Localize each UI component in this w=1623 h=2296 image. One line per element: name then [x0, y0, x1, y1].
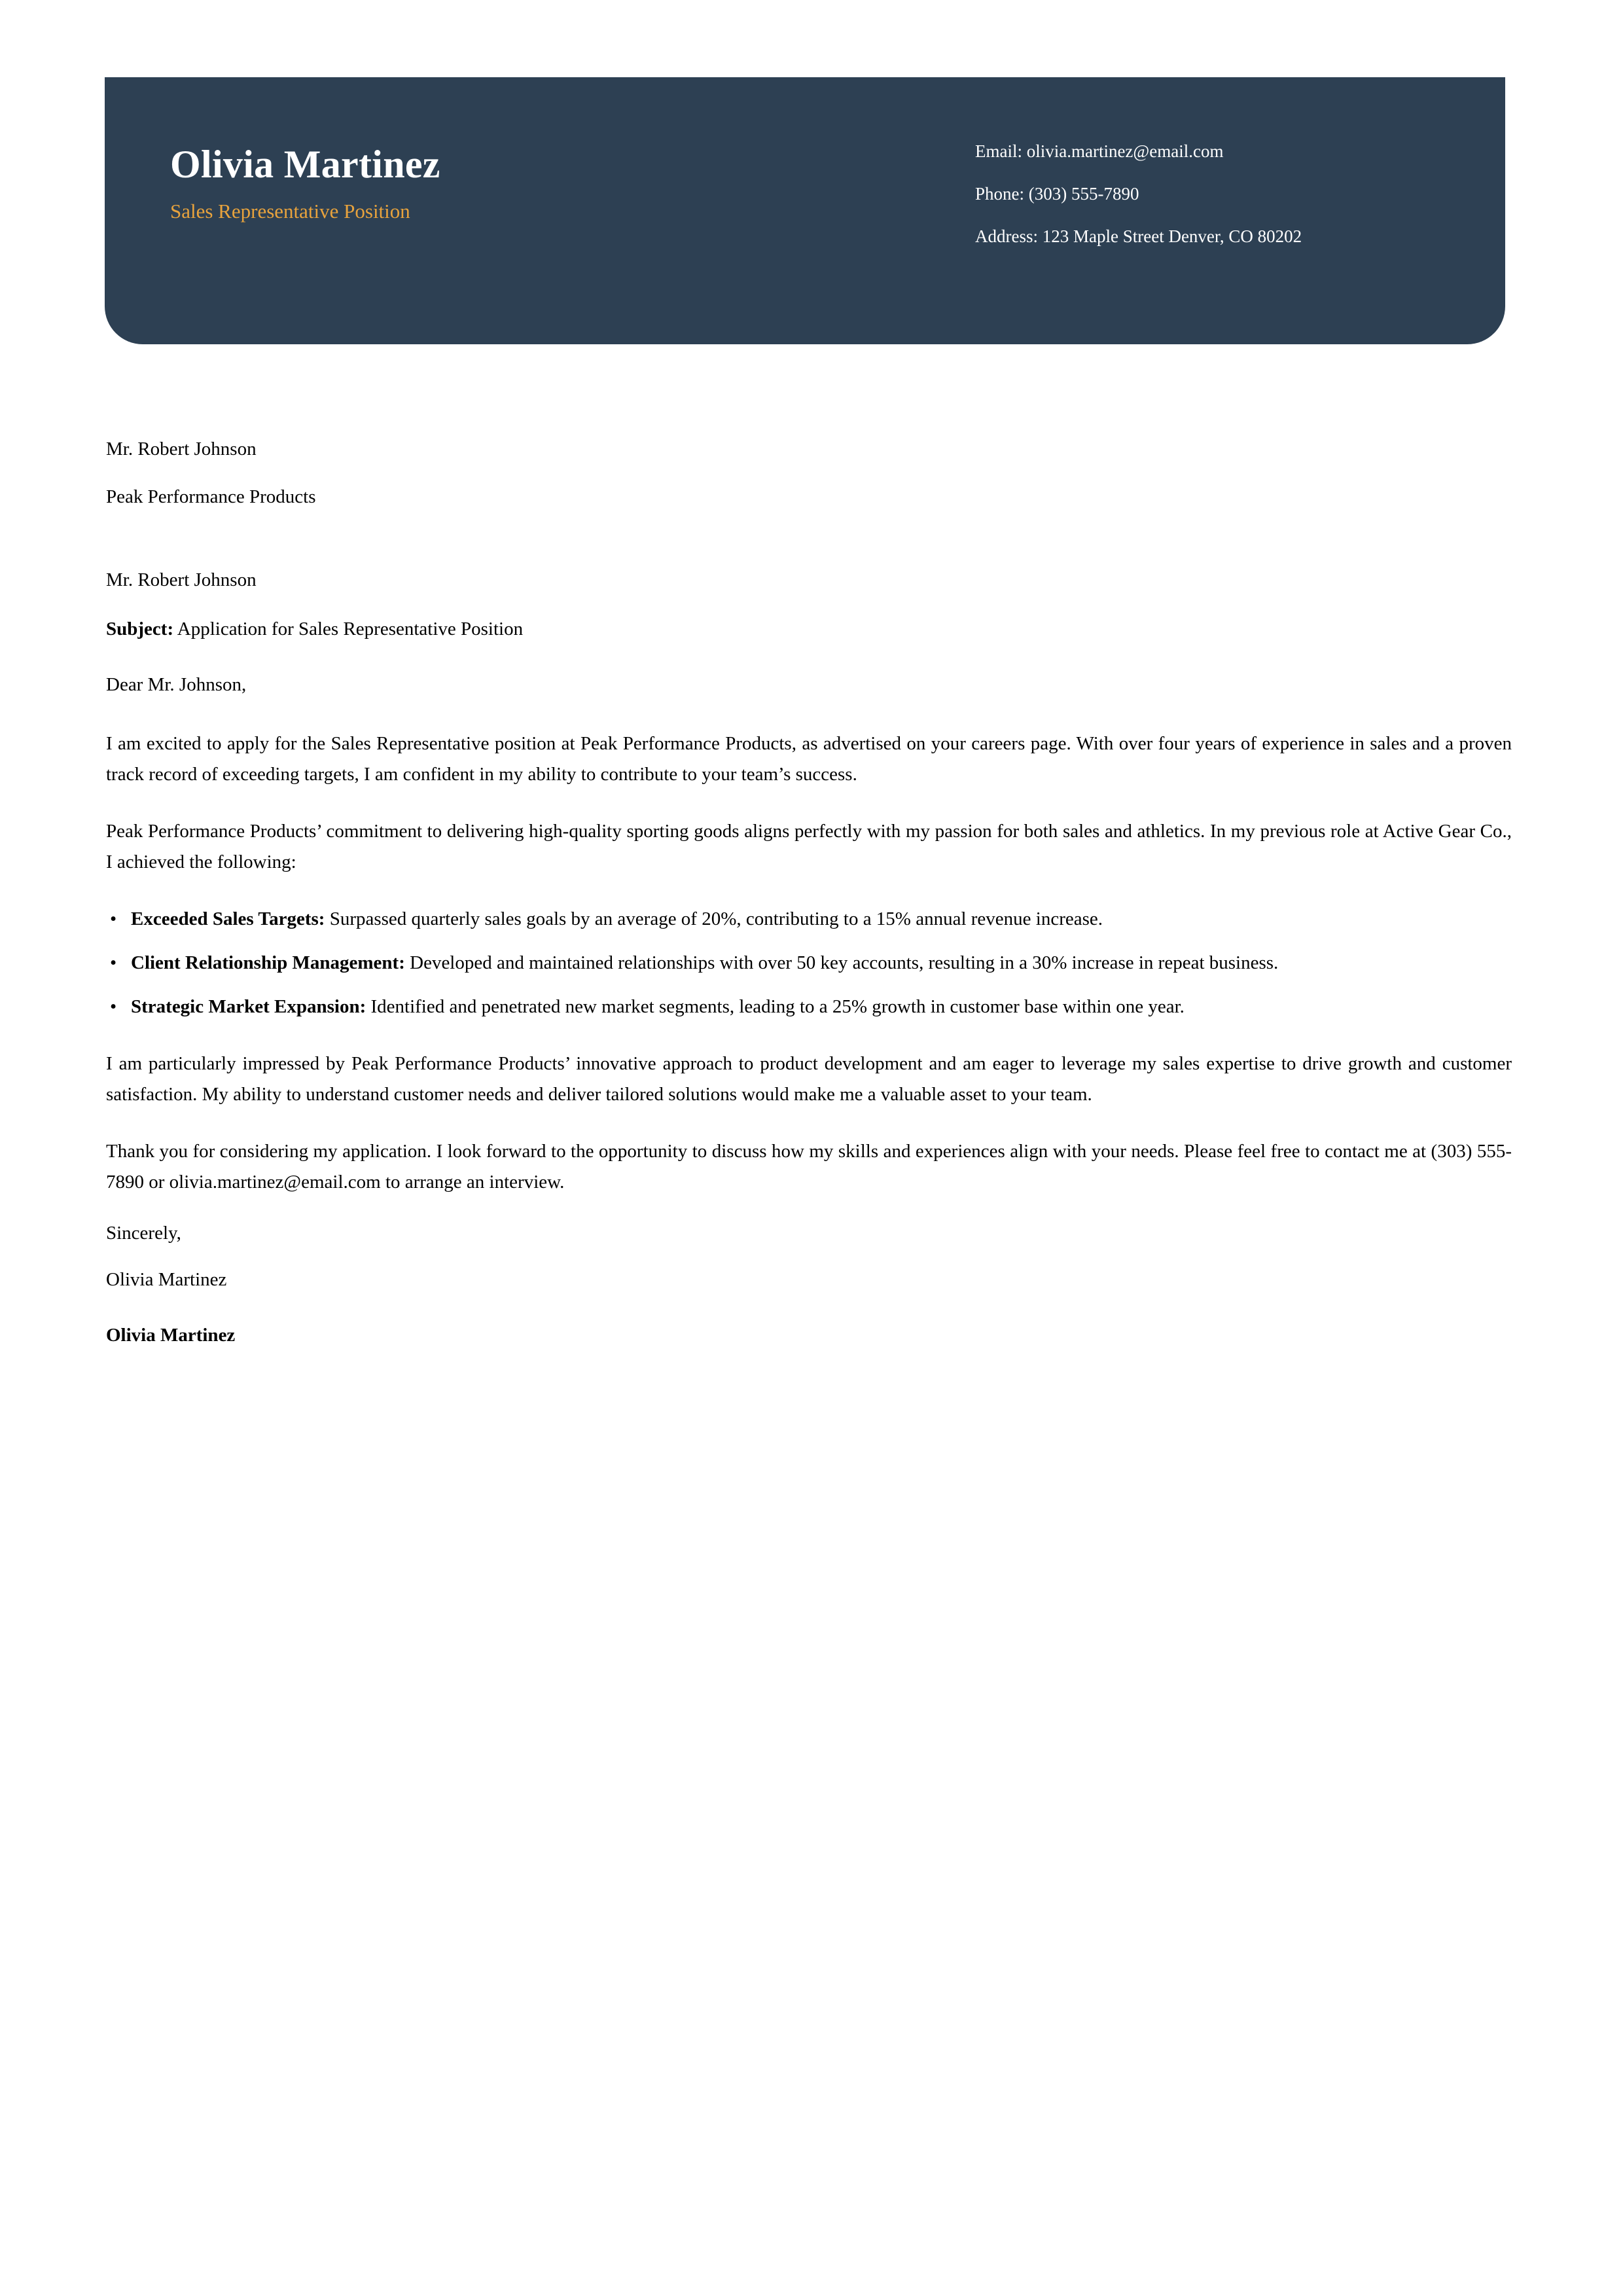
achievement-detail: Identified and penetrated new market segments, leading to a 25% growth in customer base within one year.	[366, 996, 1185, 1017]
closing-block	[106, 1224, 1512, 1345]
recipient-spacer	[106, 535, 1512, 571]
subject-value: Application for Sales Representative Position	[173, 619, 524, 639]
achievement-title: Client Relationship Management:	[131, 952, 405, 973]
paragraph-intro: I am excited to apply for the Sales Representative position at Peak Performance Products, as advertised on your careers page. With over four years of experience in sales and a proven track record of exceeding targets, I am confident in my ability to contribute to your team’s success.	[106, 733, 1512, 785]
paragraph-call-to-action: Thank you for considering my application. I look forward to the opportunity to discuss how my skills and experiences align with your needs. Please feel free to contact me at (303) 555-7890 or olivia.martinez@email.com to arrange an interview.	[106, 1140, 1512, 1193]
contact-phone: Phone: (303) 555-7890	[975, 184, 1139, 204]
list-item	[106, 904, 1512, 935]
achievements-list	[106, 904, 1512, 1022]
achievement-title: Strategic Market Expansion:	[131, 996, 366, 1017]
subject-label: Subject:	[106, 619, 174, 639]
list-item	[106, 948, 1512, 978]
signature-name: Olivia Martinez	[106, 1324, 236, 1346]
letterhead-banner	[105, 77, 1505, 344]
recipient-company: Peak Performance Products	[106, 486, 316, 507]
sender-name: Olivia Martinez	[106, 1268, 227, 1290]
contact-address: Address: 123 Maple Street Denver, CO 80202	[975, 226, 1302, 246]
achievement-detail: Surpassed quarterly sales goals by an average of 20%, contributing to a 15% annual revenue increase.	[325, 908, 1103, 929]
list-item	[106, 992, 1512, 1022]
applicant-role: Sales Representative Position	[170, 199, 410, 223]
achievement-detail: Developed and maintained relationships with over 50 key accounts, resulting in a 30% increase in repeat business.	[404, 952, 1279, 973]
paragraph-motivation: Peak Performance Products’ commitment to delivering high-quality sporting goods aligns perfectly with my passion for both sales and athletics. In my previous role at Active Gear Co., I achieved the following:	[106, 820, 1512, 872]
identity-block	[170, 144, 440, 223]
subject-line	[106, 620, 1512, 639]
applicant-name: Olivia Martinez	[170, 143, 440, 186]
letter-body	[106, 440, 1512, 1345]
contact-email: Email: olivia.martinez@email.com	[975, 141, 1224, 161]
contact-block	[975, 143, 1302, 245]
recipient-attention: Mr. Robert Johnson	[106, 569, 257, 590]
achievement-title: Exceeded Sales Targets:	[131, 908, 325, 929]
sign-off: Sincerely,	[106, 1222, 181, 1244]
recipient-name: Mr. Robert Johnson	[106, 439, 257, 459]
salutation: Dear Mr. Johnson,	[106, 674, 247, 695]
paragraph-value-proposition: I am particularly impressed by Peak Performance Products’ innovative approach to product development and am eager to leverage my sales expertise to drive growth and customer satisfaction. My ability to understand customer needs and deliver tailored solutions would make me a valuable asset to your team.	[106, 1052, 1512, 1105]
